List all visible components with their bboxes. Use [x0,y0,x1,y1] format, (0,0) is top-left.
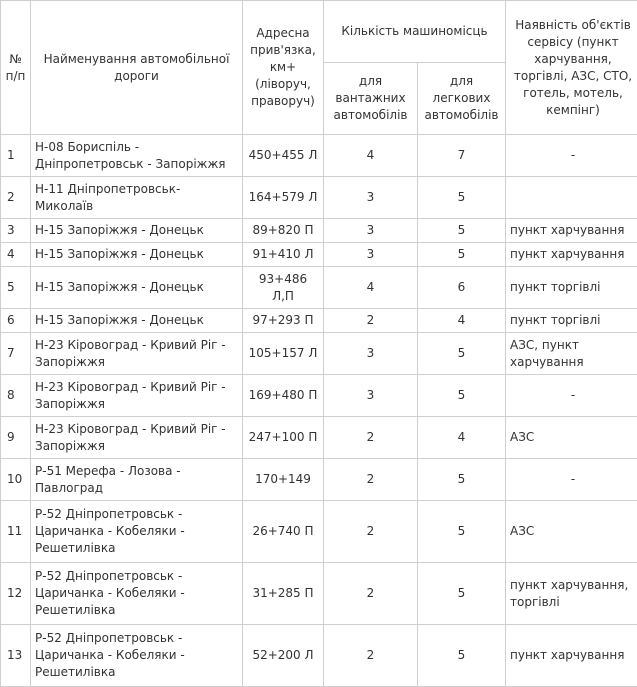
road-name: Н-15 Запоріжжя - Донецьк [31,219,243,243]
table-row [1,243,637,267]
row-number: 9 [1,417,31,459]
road-name: Н-23 Кіровоград - Кривий Ріг - Запоріжжя [31,375,243,417]
road-name: Н-11 Дніпропетровськ-Миколаїв [31,177,243,219]
road-name: Р-52 Дніпропетровськ - Царичанка - Кобеляки - Решетилівка [31,501,243,563]
header-row [1,1,637,63]
row-number: 2 [1,177,31,219]
service-objects: - [506,375,637,417]
address-binding: 93+486 Л,П [243,267,324,309]
truck-spaces: 3 [324,333,418,375]
car-spaces: 5 [418,219,506,243]
address-binding: 52+200 Л [243,625,324,687]
table-row [1,177,637,219]
table-row [1,309,637,333]
car-spaces: 4 [418,417,506,459]
car-spaces: 5 [418,501,506,563]
row-number: 7 [1,333,31,375]
col-name-header: Найменування автомобільної дороги [31,1,243,135]
col-address-header: Адресна прив'язка, км+ (ліворуч, праворуч) [243,1,324,135]
car-spaces: 4 [418,309,506,333]
address-binding: 97+293 П [243,309,324,333]
service-objects: пункт торгівлі [506,309,637,333]
truck-spaces: 2 [324,309,418,333]
address-binding: 105+157 Л [243,333,324,375]
address-binding: 247+100 П [243,417,324,459]
service-objects: пункт харчування [506,243,637,267]
car-spaces: 5 [418,459,506,501]
row-number: 1 [1,135,31,177]
car-spaces: 5 [418,333,506,375]
address-binding: 170+149 [243,459,324,501]
row-number: 12 [1,563,31,625]
address-binding: 89+820 П [243,219,324,243]
table-row [1,625,637,687]
road-name: Н-23 Кіровоград - Кривий Ріг - Запоріжжя [31,417,243,459]
table-row [1,459,637,501]
service-objects: - [506,135,637,177]
truck-spaces: 4 [324,267,418,309]
row-number: 10 [1,459,31,501]
table-body [1,135,637,687]
car-spaces: 5 [418,563,506,625]
truck-spaces: 3 [324,177,418,219]
car-spaces: 6 [418,267,506,309]
address-binding: 164+579 Л [243,177,324,219]
table-row [1,333,637,375]
service-objects: пункт харчування [506,219,637,243]
truck-spaces: 3 [324,375,418,417]
road-name: Р-52 Дніпропетровськ - Царичанка - Кобеляки - Решетилівка [31,625,243,687]
address-binding: 91+410 Л [243,243,324,267]
truck-spaces: 2 [324,459,418,501]
col-services-header: Наявність об'єктів сервісу (пункт харчування, торгівлі, АЗС, СТО, готель, мотель, кемпінг) [506,1,637,135]
table-row [1,501,637,563]
car-spaces: 5 [418,375,506,417]
address-binding: 169+480 П [243,375,324,417]
address-binding: 26+740 П [243,501,324,563]
service-objects: - [506,459,637,501]
road-name: Р-51 Мерефа - Лозова - Павлоград [31,459,243,501]
row-number: 13 [1,625,31,687]
car-spaces: 5 [418,243,506,267]
service-objects: пункт торгівлі [506,267,637,309]
row-number: 11 [1,501,31,563]
road-name: Н-15 Запоріжжя - Донецьк [31,267,243,309]
table-row [1,219,637,243]
service-objects: АЗС [506,501,637,563]
table-row [1,417,637,459]
service-objects [506,177,637,219]
truck-spaces: 3 [324,243,418,267]
truck-spaces: 2 [324,625,418,687]
road-name: Н-23 Кіровоград - Кривий Ріг - Запоріжжя [31,333,243,375]
col-parking-group-header: Кількість машиномісць [324,1,506,63]
col-trucks-header: для вантажних автомобілів [324,63,418,135]
road-name: Н-15 Запоріжжя - Донецьк [31,243,243,267]
row-number: 5 [1,267,31,309]
road-name: Н-15 Запоріжжя - Донецьк [31,309,243,333]
service-objects: АЗС [506,417,637,459]
service-objects: пункт харчування [506,625,637,687]
car-spaces: 7 [418,135,506,177]
road-name: Р-52 Дніпропетровськ - Царичанка - Кобеляки - Решетилівка [31,563,243,625]
table-row [1,563,637,625]
car-spaces: 5 [418,625,506,687]
road-name: Н-08 Бориспіль - Дніпропетровськ - Запоріжжя [31,135,243,177]
col-cars-header: для легкових автомобілів [418,63,506,135]
truck-spaces: 2 [324,417,418,459]
car-spaces: 5 [418,177,506,219]
table-row [1,135,637,177]
truck-spaces: 3 [324,219,418,243]
row-number: 3 [1,219,31,243]
service-objects: пункт харчування, торгівлі [506,563,637,625]
row-number: 8 [1,375,31,417]
col-num-header: № п/п [1,1,31,135]
row-number: 4 [1,243,31,267]
address-binding: 31+285 П [243,563,324,625]
address-binding: 450+455 Л [243,135,324,177]
row-number: 6 [1,309,31,333]
truck-spaces: 4 [324,135,418,177]
truck-spaces: 2 [324,501,418,563]
table-row [1,375,637,417]
truck-spaces: 2 [324,563,418,625]
table-row [1,267,637,309]
service-objects: АЗС, пункт харчування [506,333,637,375]
